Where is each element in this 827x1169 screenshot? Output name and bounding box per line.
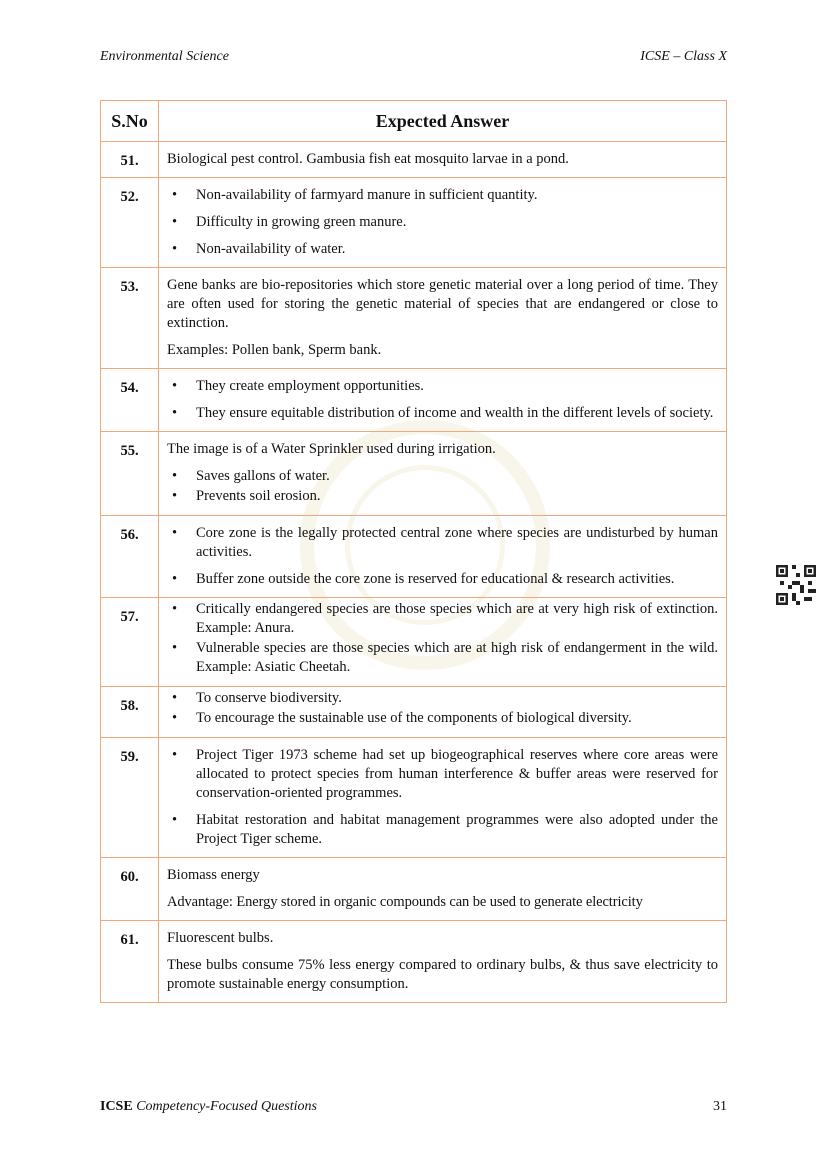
answer-cell: [159, 178, 727, 268]
bullet-list: [167, 689, 718, 728]
row-number: 56.: [101, 516, 159, 598]
list-item: [167, 186, 718, 205]
answer-cell: [159, 687, 727, 738]
row-number: 51.: [101, 142, 159, 178]
list-item-text: They create employment opportunities.: [196, 378, 424, 394]
table-row: [101, 921, 727, 1003]
column-header-answer: Expected Answer: [159, 101, 727, 142]
answer-cell: [159, 268, 727, 369]
list-item: [167, 570, 718, 589]
answer-text: These bulbs consume 75% less energy compared to ordinary bulbs, & thus save electricity to promote sustainable energy consumption.: [167, 957, 718, 992]
bullet-icon: •: [172, 488, 178, 504]
table-row: [101, 142, 727, 178]
list-item-text: Prevents soil erosion.: [196, 488, 321, 504]
list-item-text: Core zone is the legally protected central zone where species are undisturbed by human activities.: [196, 525, 718, 560]
bullet-icon: •: [172, 710, 178, 726]
answer-cell: [159, 738, 727, 858]
list-item-text: Buffer zone outside the core zone is reserved for educational & research activities.: [196, 571, 675, 587]
list-item-text: Non-availability of water.: [196, 241, 346, 257]
list-item: [167, 377, 718, 396]
list-item: [167, 709, 718, 728]
answer-cell: [159, 858, 727, 921]
page-number: 31: [713, 1099, 727, 1114]
header-class: ICSE – Class X: [640, 49, 727, 64]
answer-cell: [159, 598, 727, 687]
bullet-list: [167, 377, 718, 423]
list-item-text: They ensure equitable distribution of income and wealth in the different levels of society.: [196, 405, 714, 421]
answer-text: Advantage: Energy stored in organic compounds can be used to generate electricity: [167, 894, 643, 910]
table-row: [101, 858, 727, 921]
list-item: [167, 467, 718, 486]
bullet-icon: •: [172, 241, 178, 257]
row-number: 58.: [101, 687, 159, 738]
bullet-icon: •: [172, 468, 178, 484]
list-item: [167, 404, 718, 423]
table-row: [101, 516, 727, 598]
table-row: [101, 432, 727, 516]
bullet-icon: •: [172, 214, 178, 230]
row-number: 55.: [101, 432, 159, 516]
list-item-text: Vulnerable species are those species which are at high risk of endangerment in the wild. Example: Asiatic Cheetah.: [196, 640, 718, 675]
table-row: [101, 268, 727, 369]
qr-code-icon: [776, 565, 816, 605]
bullet-icon: •: [172, 601, 178, 617]
answer-text: Fluorescent bulbs.: [167, 930, 274, 946]
bullet-icon: •: [172, 571, 178, 587]
list-item-text: To encourage the sustainable use of the components of biological diversity.: [196, 710, 632, 726]
answer-text: Examples: Pollen bank, Sperm bank.: [167, 342, 382, 358]
list-item: [167, 487, 718, 506]
bullet-icon: •: [172, 812, 178, 828]
answer-cell: [159, 142, 727, 178]
footer-series: Competency-Focused Questions: [136, 1099, 317, 1114]
list-item: [167, 524, 718, 562]
list-item: [167, 811, 718, 849]
answer-text: Biological pest control. Gambusia fish eat mosquito larvae in a pond.: [167, 151, 569, 167]
bullet-icon: •: [172, 747, 178, 763]
bullet-icon: •: [172, 525, 178, 541]
list-item-text: Non-availability of farmyard manure in sufficient quantity.: [196, 187, 538, 203]
list-item: [167, 639, 718, 677]
table-row: [101, 178, 727, 268]
footer-title: [100, 1099, 317, 1115]
table-row: [101, 369, 727, 432]
list-item: [167, 600, 718, 638]
list-item-text: Project Tiger 1973 scheme had set up biogeographical reserves where core areas were allocated to protect species from human interference & buffer areas were reserved for conservation-oriented programmes.: [196, 747, 718, 801]
answer-cell: [159, 369, 727, 432]
table-row: [101, 738, 727, 858]
answer-cell: [159, 516, 727, 598]
list-item: [167, 689, 718, 708]
list-item: [167, 213, 718, 232]
list-item-text: To conserve biodiversity.: [196, 690, 342, 706]
bullet-icon: •: [172, 405, 178, 421]
table-row: [101, 687, 727, 738]
bullet-icon: •: [172, 640, 178, 656]
bullet-icon: •: [172, 378, 178, 394]
list-item-text: Saves gallons of water.: [196, 468, 330, 484]
row-number: 53.: [101, 268, 159, 369]
row-number: 61.: [101, 921, 159, 1003]
bullet-icon: •: [172, 187, 178, 203]
row-number: 52.: [101, 178, 159, 268]
list-item: [167, 746, 718, 803]
list-item-text: Difficulty in growing green manure.: [196, 214, 407, 230]
list-item-text: Habitat restoration and habitat management programmes were also adopted under the Project Tiger scheme.: [196, 812, 718, 847]
row-number: 57.: [101, 598, 159, 687]
bullet-icon: •: [172, 690, 178, 706]
answer-cell: [159, 432, 727, 516]
bullet-list: [167, 746, 718, 849]
answer-text: The image is of a Water Sprinkler used during irrigation.: [167, 441, 496, 457]
table-row: [101, 598, 727, 687]
footer-brand: ICSE: [100, 1099, 133, 1114]
bullet-list: [167, 600, 718, 677]
header-subject: Environmental Science: [100, 49, 229, 64]
list-item: [167, 240, 718, 259]
table-header-row: [101, 101, 727, 142]
answer-cell: [159, 921, 727, 1003]
bullet-list: [167, 524, 718, 589]
list-item-text: Critically endangered species are those species which are at very high risk of extinction. Example: Anura.: [196, 601, 718, 636]
row-number: 60.: [101, 858, 159, 921]
answer-text: Biomass energy: [167, 867, 260, 883]
column-header-sno: S.No: [101, 101, 159, 142]
bullet-list: [167, 467, 718, 506]
answer-text: Gene banks are bio-repositories which store genetic material over a long period of time. They are often used for storing the genetic material of species that are endangered or close to extinction.: [167, 277, 718, 331]
row-number: 54.: [101, 369, 159, 432]
row-number: 59.: [101, 738, 159, 858]
bullet-list: [167, 186, 718, 259]
answer-table: [100, 100, 727, 1003]
